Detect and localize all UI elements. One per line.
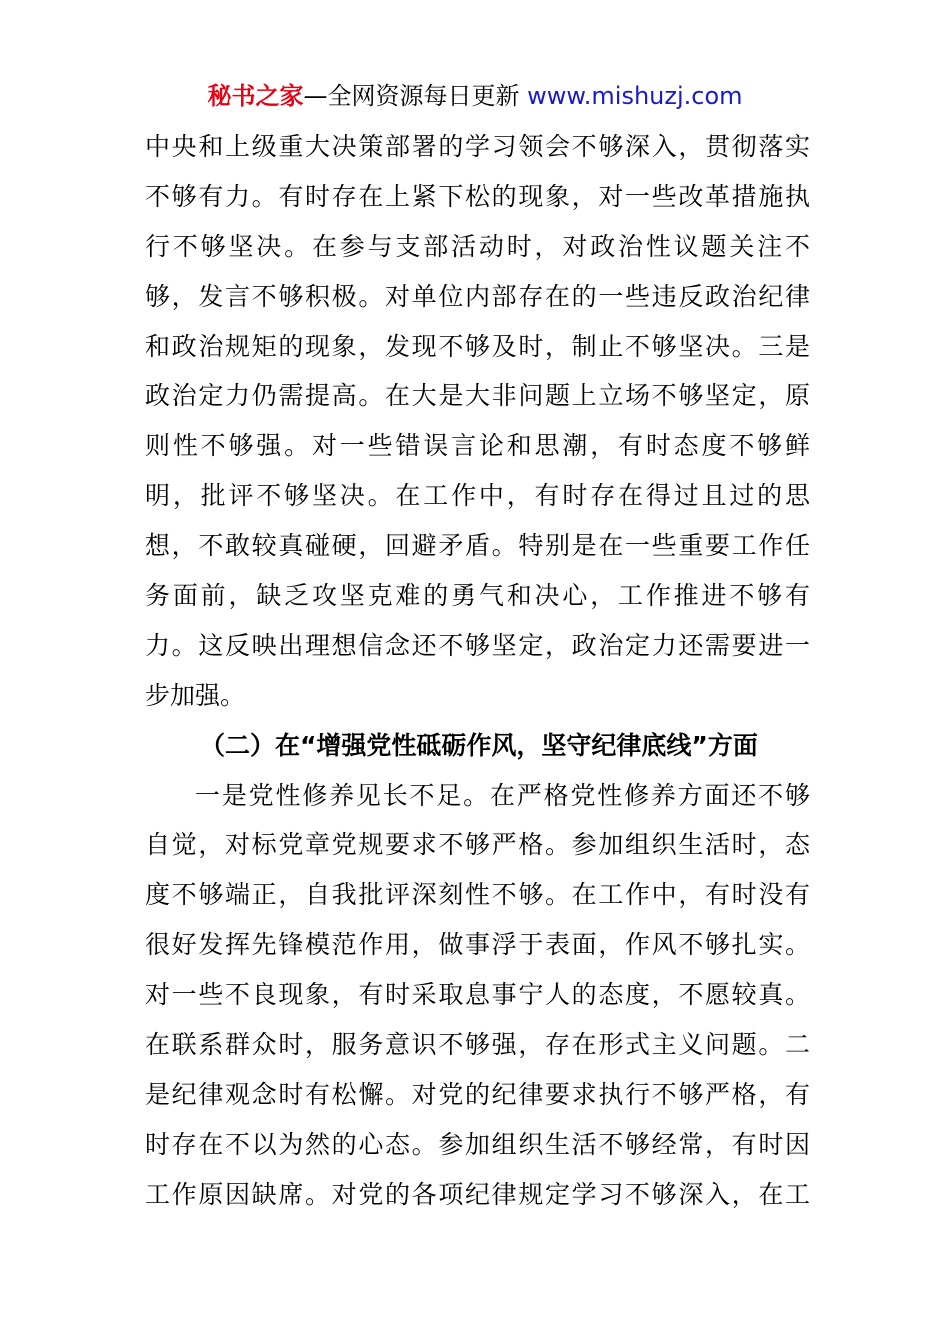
text-line: 明，批评不够坚决。在工作中，有时存在得过且过的思 [145, 481, 810, 511]
text-line: 自觉，对标党章党规要求不够严格。参加组织生活时，态 [145, 830, 810, 860]
site-tagline: —全网资源每日更新 [303, 82, 528, 110]
text-line: 是纪律观念时有松懈。对党的纪律要求执行不够严格，有 [145, 1079, 810, 1109]
text-line: 对一些不良现象，有时采取息事宁人的态度，不愿较真。 [145, 980, 810, 1010]
text-line: 力。这反映出理想信念还不够坚定，政治定力还需要进一 [145, 630, 810, 660]
site-header [0, 78, 950, 114]
text-line: 在联系群众时，服务意识不够强，存在形式主义问题。二 [145, 1030, 810, 1060]
document-body [145, 122, 810, 1220]
text-line: 务面前，缺乏攻坚克难的勇气和决心，工作推进不够有 [145, 581, 810, 611]
text-line: 时存在不以为然的心态。参加组织生活不够经常，有时因 [145, 1129, 810, 1159]
site-brand: 秘书之家 [207, 82, 304, 110]
text-line: 步加强。 [145, 680, 246, 710]
text-line: 够，发言不够积极。对单位内部存在的一些违反政治纪律 [145, 281, 810, 311]
text-line: 则性不够强。对一些错误言论和思潮，有时态度不够鲜 [145, 431, 810, 461]
text-line: 行不够坚决。在参与支部活动时，对政治性议题关注不 [145, 231, 810, 261]
text-line: 工作原因缺席。对党的各项纪律规定学习不够深入，在工 [145, 1179, 810, 1209]
section-heading: （二）在“增强党性砥砺作风，坚守纪律底线”方面 [200, 730, 758, 760]
text-line: 一是党性修养见长不足。在严格党性修养方面还不够 [195, 780, 810, 810]
text-line: 很好发挥先锋模范作用，做事浮于表面，作风不够扎实。 [145, 930, 810, 960]
site-url[interactable]: www.mishuzj.com [527, 82, 743, 110]
text-line: 度不够端正，自我批评深刻性不够。在工作中，有时没有 [145, 880, 810, 910]
text-line: 政治定力仍需提高。在大是大非问题上立场不够坚定，原 [145, 381, 810, 411]
text-line: 和政治规矩的现象，发现不够及时，制止不够坚决。三是 [145, 331, 810, 361]
text-line: 想，不敢较真碰硬，回避矛盾。特别是在一些重要工作任 [145, 531, 810, 561]
text-line: 不够有力。有时存在上紧下松的现象，对一些改革措施执 [145, 181, 810, 211]
text-line: 中央和上级重大决策部署的学习领会不够深入，贯彻落实 [145, 132, 810, 161]
